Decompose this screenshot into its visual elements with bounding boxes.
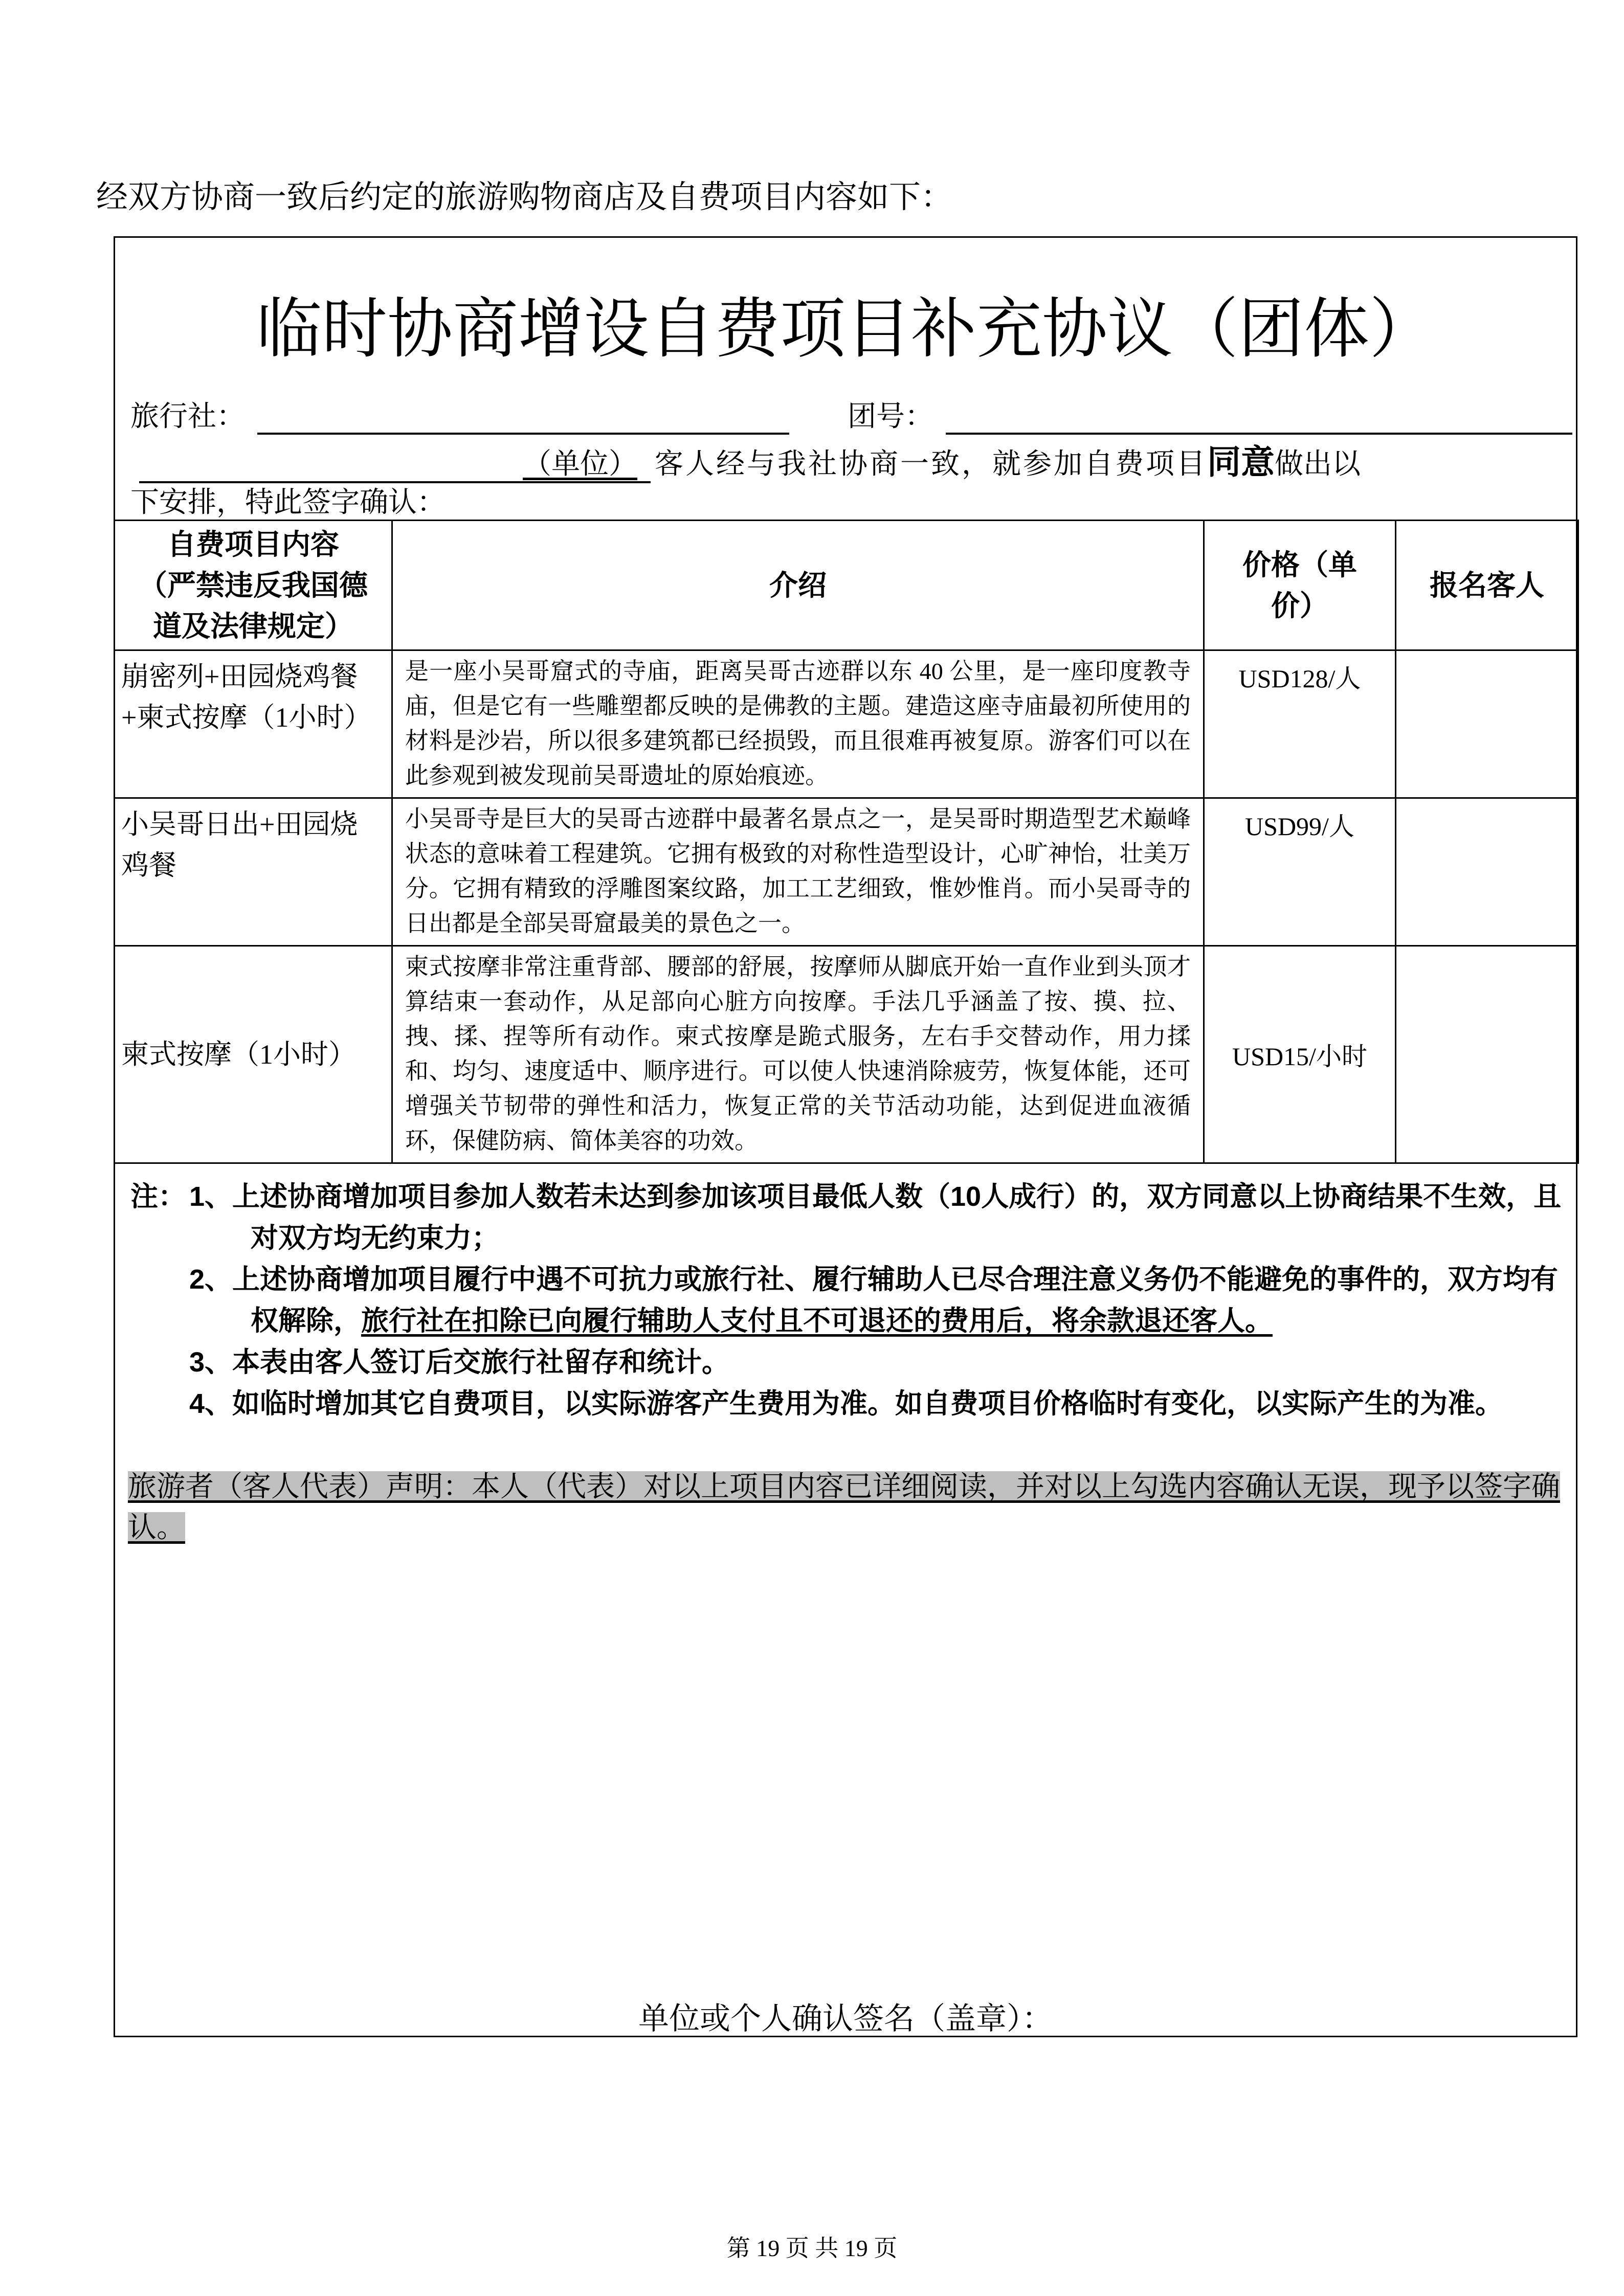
agency-row [130, 394, 1572, 435]
header-guests: 报名客人 [1396, 521, 1578, 650]
header-item-title: 自费项目内容 [167, 528, 339, 560]
item-price: USD15/小时 [1204, 946, 1396, 1163]
note-item [130, 1259, 1563, 1342]
note-item [130, 1342, 1563, 1383]
item-price: USD99/人 [1204, 798, 1396, 946]
item-guests-cell[interactable] [1396, 798, 1578, 946]
notes-section [130, 1176, 1563, 1425]
note-text: 4、如临时增加其它自费项目，以实际游客产生费用为准。如自费项目价格临时有变化，以实际产生的为准。 [189, 1388, 1503, 1419]
intro-text: 经双方协商一致后约定的旅游购物商店及自费项目内容如下： [96, 180, 953, 215]
table-row [115, 650, 1578, 798]
agency-input[interactable] [257, 402, 789, 435]
item-name: 小吴哥日出+田园烧鸡餐 [115, 798, 392, 946]
consent-text: 客人经与我社协商一致，就参加自费项目 [655, 448, 1207, 480]
header-item [115, 521, 392, 650]
signature-field[interactable] [972, 1989, 1534, 2030]
item-price: USD128/人 [1204, 650, 1396, 798]
table-row [115, 946, 1578, 1163]
header-price: 价格（单价） [1204, 521, 1396, 650]
page-number: 第 19 页 共 19 页 [726, 2235, 898, 2261]
table-header-row [115, 521, 1578, 650]
consent-row-2: 下安排，特此签字确认： [130, 487, 446, 519]
item-name: 柬式按摩（1小时） [115, 946, 392, 1163]
table-row [115, 798, 1578, 946]
items-table [114, 520, 1579, 1164]
note-item [130, 1383, 1563, 1425]
note-item [130, 1176, 1563, 1259]
note-text: 2、上述协商增加项目履行中遇不可抗力或旅行社、履行辅助人已尽合理注意义务仍不能避免的事件的，双方均有权解除， [189, 1264, 1559, 1336]
header-item-note: （严禁违反我国德道及法律规定） [139, 569, 368, 642]
item-desc: 柬式按摩非常注重背部、腰部的舒展，按摩师从脚底开始一直作业到头顶才算结束一套动作，从足部向心脏方向按摩。手法几乎涵盖了按、摸、拉、拽、揉、捏等所有动作。柬式按摩是跪式服务，左右手交替动作，用力揉和、均匀、速度适中、顺序进行。可以使人快速消除疲劳，恢复体能，还可增强关节韧带的弹性和活力，恢复正常的关节活动功能，达到促进血液循环，保健防病、简体美容的功效。 [392, 946, 1204, 1163]
group-number-input[interactable] [946, 402, 1572, 435]
group-label: 团号： [848, 401, 933, 433]
item-desc: 小吴哥寺是巨大的吴哥古迹群中最著名景点之一，是吴哥时期造型艺术巅峰状态的意味着工程建筑。它拥有极致的对称性造型设计，心旷神怡，壮美万分。它拥有精致的浮雕图案纹路，加工工艺细致，惟妙惟肖。而小吴哥寺的日出都是全部吴哥窟最美的景色之一。 [392, 798, 1204, 946]
declaration-text: 旅游者（客人代表）声明：本人（代表）对以上项目内容已详细阅读，并对以上勾选内容确认无误，现予以签字确认。 [128, 1471, 1560, 1544]
item-name: 崩密列+田园烧鸡餐+柬式按摩（1小时） [115, 650, 392, 798]
consent-agree: 同意 [1207, 444, 1275, 481]
note-text: 3、本表由客人签订后交旅行社留存和统计。 [189, 1347, 730, 1378]
page-title: 临时协商增设自费项目补充协议（团体） [256, 293, 1435, 366]
consent-text-tail: 做出以 [1275, 448, 1361, 480]
item-guests-cell[interactable] [1396, 650, 1578, 798]
note-underlined: 旅行社在扣除已向履行辅助人支付且不可退还的费用后，将余款退还客人。 [361, 1305, 1273, 1336]
note-text: 1、上述协商增加项目参加人数若未达到参加该项目最低人数（10人成行）的，双方同意以上协商结果不生效，且对双方均无约束力； [189, 1181, 1562, 1253]
signature-label: 单位或个人确认签名（盖章）： [638, 2002, 1053, 2036]
item-desc: 是一座小吴哥窟式的寺庙，距离吴哥古迹群以东 40 公里，是一座印度教寺庙，但是它有一些雕塑都反映的是佛教的主题。建造这座寺庙最初所使用的材料是沙岩，所以很多建筑都已经损毁，而且很难再被复原。游客们可以在此参观到被发现前吴哥遗址的原始痕迹。 [392, 650, 1204, 798]
unit-label: （单位） [523, 448, 637, 480]
notes-prefix: 注： [130, 1181, 186, 1212]
traveler-declaration [128, 1467, 1565, 1548]
item-guests-cell[interactable] [1396, 946, 1578, 1163]
header-intro: 介绍 [392, 521, 1204, 650]
agency-label: 旅行社： [130, 401, 245, 433]
consent-row [139, 435, 1361, 483]
